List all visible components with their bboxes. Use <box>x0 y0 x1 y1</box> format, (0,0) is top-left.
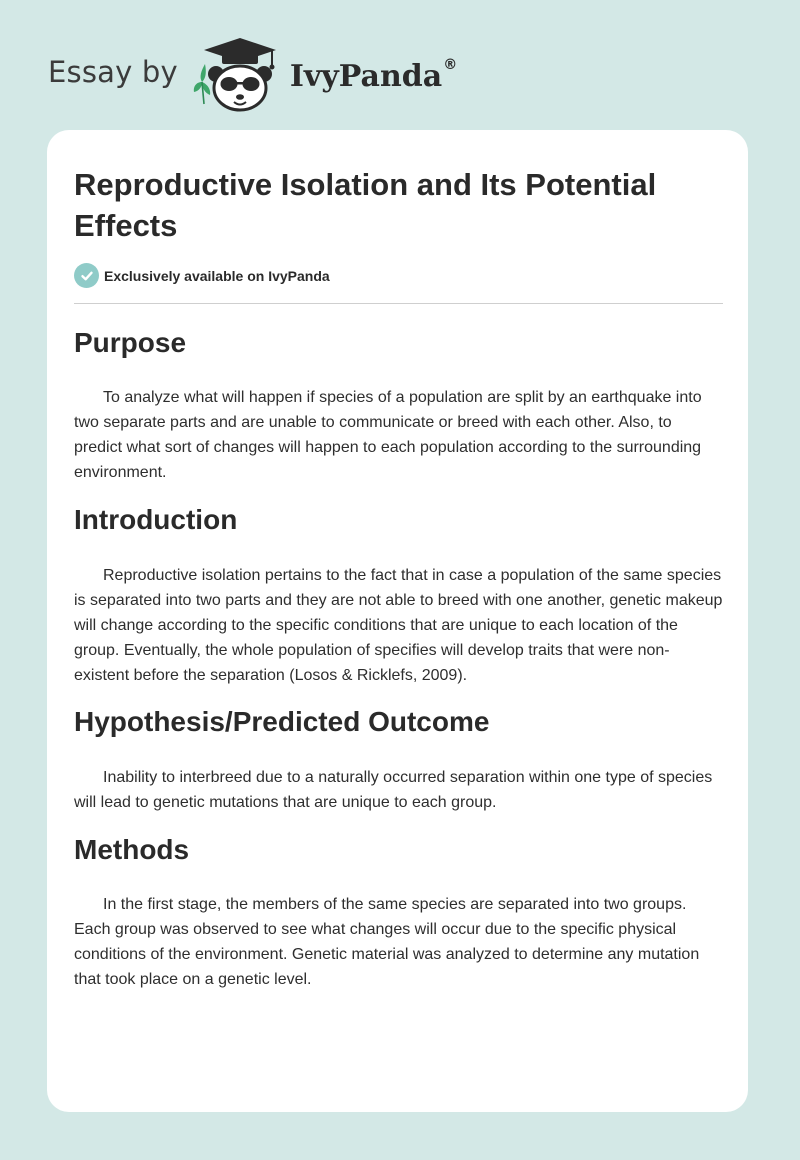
brand-logo-text[interactable] <box>289 56 458 94</box>
site-header <box>48 34 457 114</box>
section-heading-methods: Methods <box>74 834 190 865</box>
section-body-introduction: Reproductive isolation pertains to the fact that in case a population of the same species is separated into two parts and they are not able to breed with one another, genetic makeup will change according to the specific conditions that are unique to each location of the group. Eventually, the whole population of specifies will develop traits that were non-existent before the separation (Losos & Ricklefs, 2009). <box>74 567 723 684</box>
section-heading-introduction: Introduction <box>74 504 238 535</box>
brand-name: IvyPanda <box>289 58 443 94</box>
section-body-methods: In the first stage, the members of the same species are separated into two groups. Each group was observed to see what changes will occur due to the specific physical conditions of the environment. Genetic material was analyzed to determine any mutation that took place on a genetic level. <box>74 896 700 988</box>
exclusive-badge-label: Exclusively available on IvyPanda <box>104 267 330 284</box>
essay-card <box>47 130 748 1112</box>
essay-title: Reproductive Isolation and Its Potential Effects <box>74 167 657 243</box>
section-heading-hypothesis: Hypothesis/Predicted Outcome <box>74 706 490 737</box>
section-body-hypothesis: Inability to interbreed due to a naturally occurred separation within one type of species will lead to genetic mutations that are unique to each group. <box>74 769 713 811</box>
panda-graduate-icon[interactable] <box>192 34 284 114</box>
registered-mark: ® <box>443 56 458 73</box>
exclusive-badge <box>74 263 330 288</box>
section-heading-purpose: Purpose <box>74 327 187 358</box>
essay-by-label: Essay by <box>48 55 178 89</box>
check-icon <box>74 263 99 288</box>
section-body-purpose: To analyze what will happen if species of a population are split by an earthquake into two separate parts and are unable to communicate or breed with each other. Also, to predict what sort of changes will happen to each population according to the surrounding environment. <box>74 389 702 481</box>
title-divider <box>74 303 723 304</box>
ivy-leaf-icon <box>194 64 210 104</box>
